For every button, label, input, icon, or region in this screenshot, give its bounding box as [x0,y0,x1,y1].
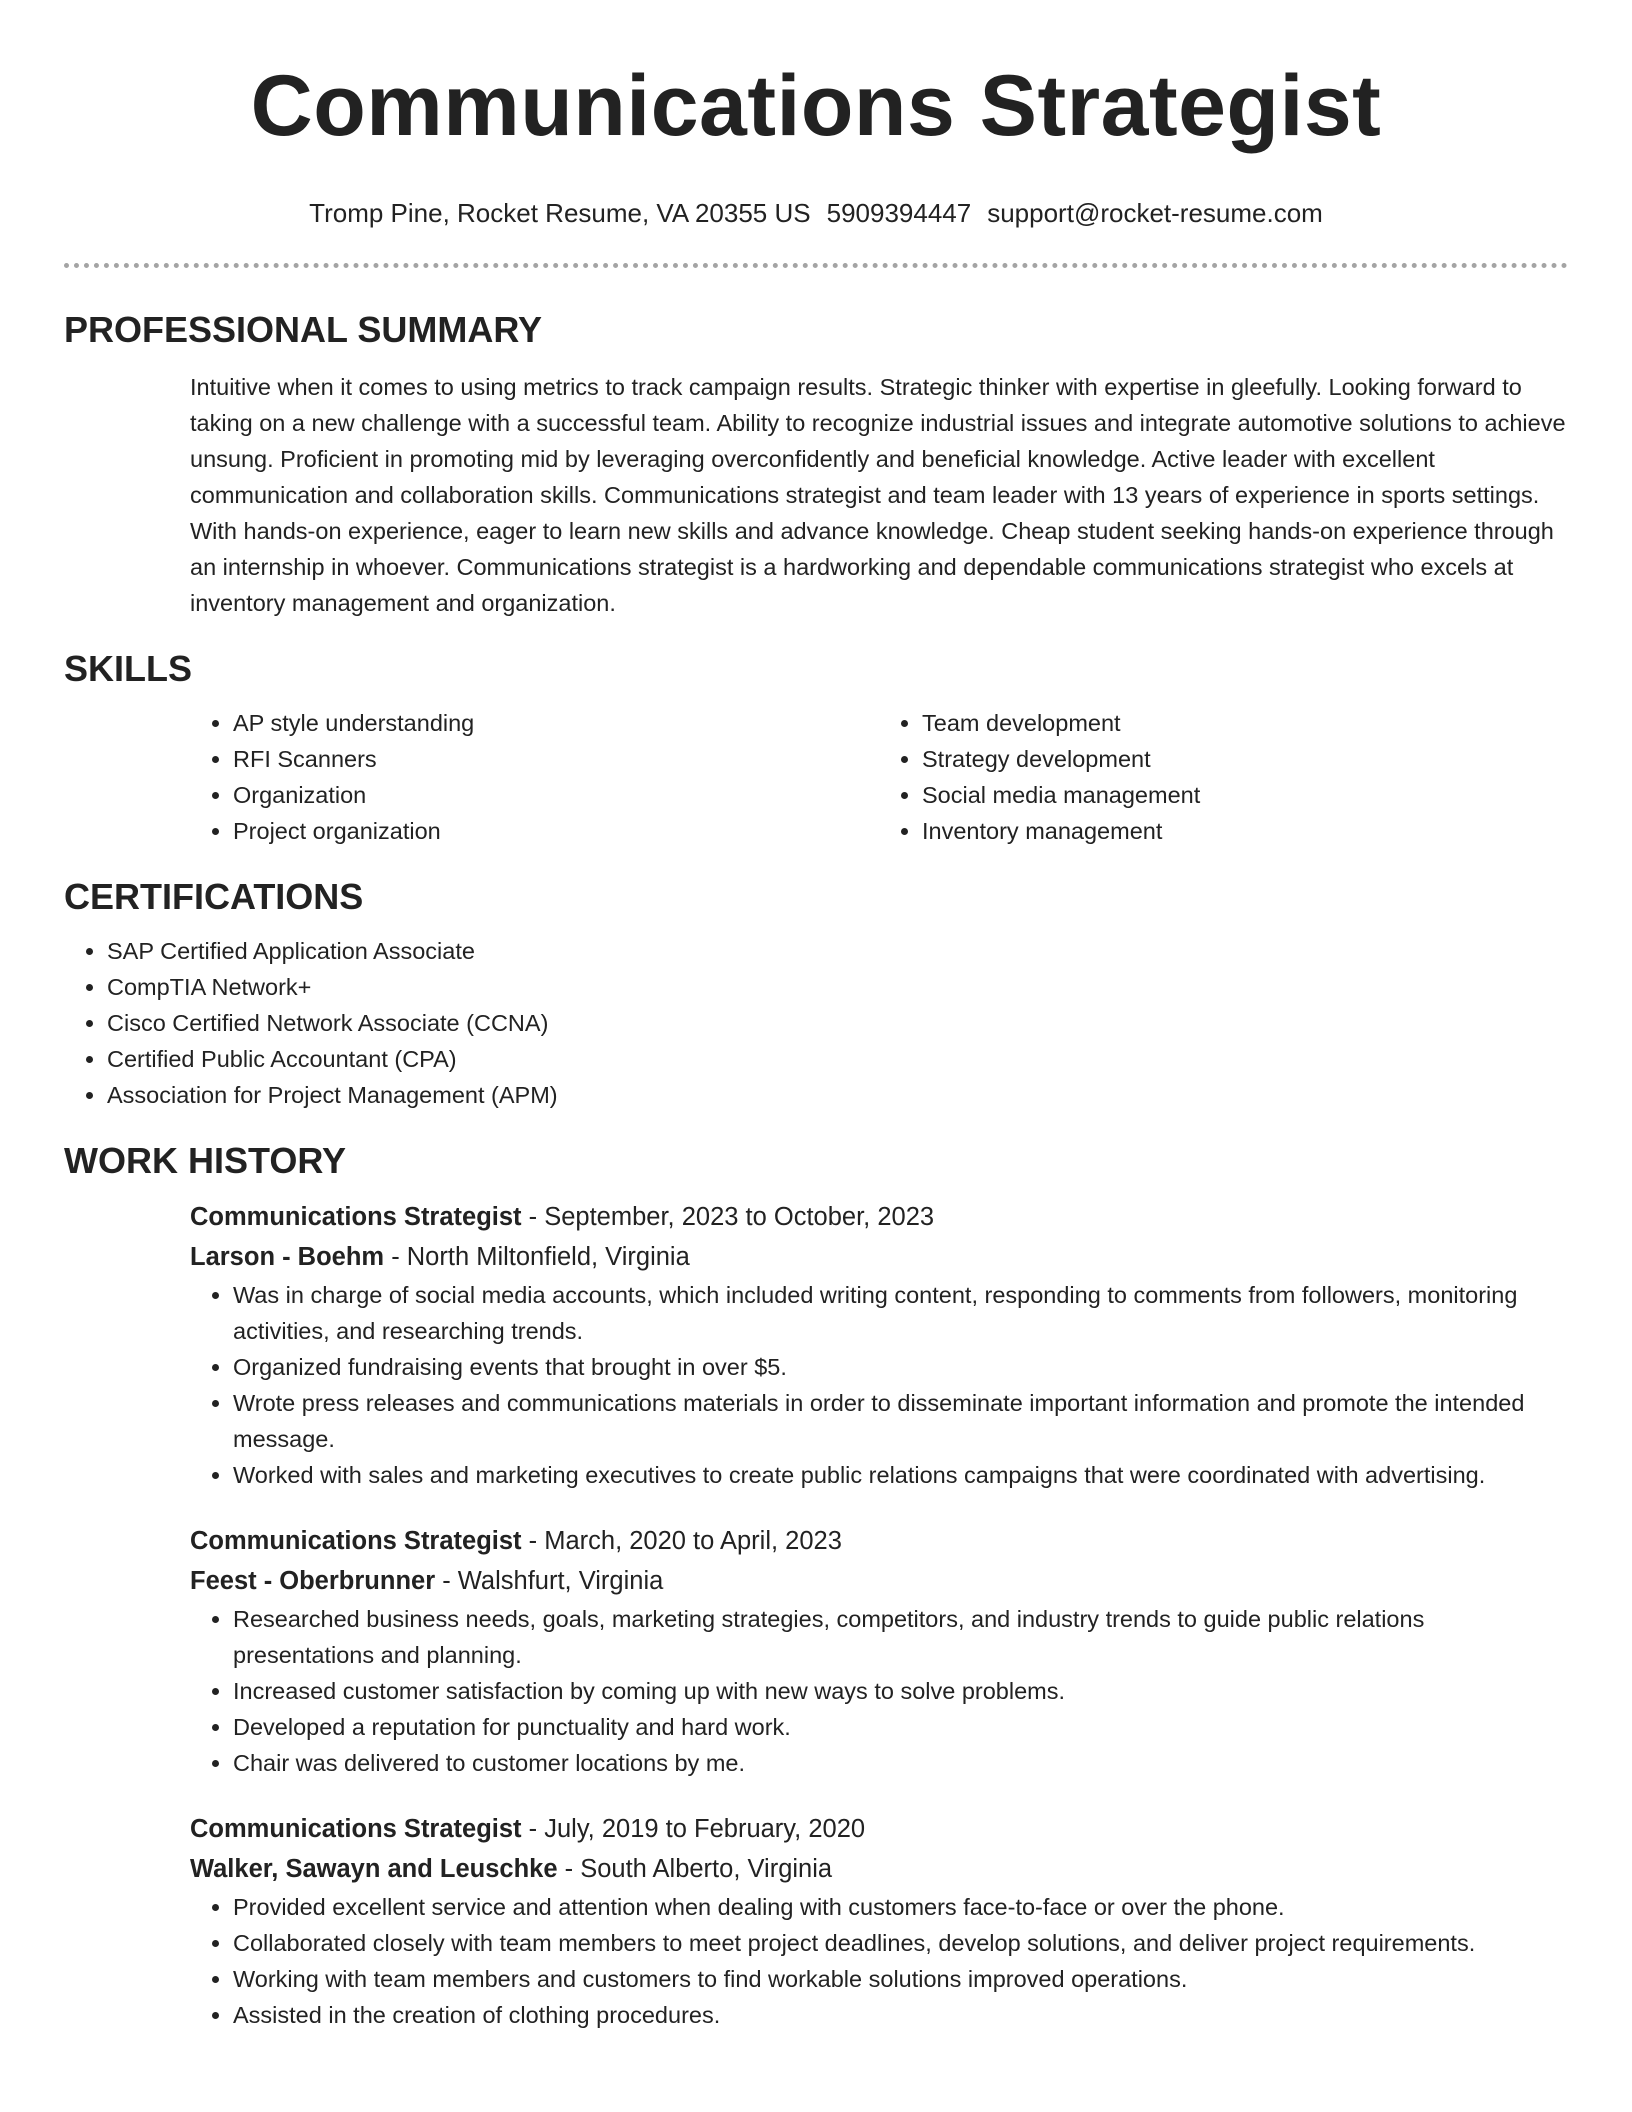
job-title: Communications Strategist [190,1203,522,1231]
job-bullets [190,1601,1568,1781]
job-bullet: • Chair was delivered to customer locations by me. [233,1745,1568,1781]
job-bullet: • Developed a reputation for punctuality and hard work. [233,1709,1568,1745]
job-title-line [190,1197,1568,1237]
job-bullet: • Worked with sales and marketing executives to create public relations campaigns that were coordinated with advertising. [233,1457,1568,1493]
job-title-line [190,1521,1568,1561]
job-bullet: • Organized fundraising events that brought in over $5. [233,1349,1568,1385]
certification-item: • CompTIA Network+ [107,969,1568,1005]
summary-text: Intuitive when it comes to using metrics to track campaign results. Strategic thinker with expertise in gleefully. Looking forward to taking on a new challenge with a successful team. Ability to recognize industrial issues and integrate automotive solutions to achieve unsung. Proficient in promoting mid by leveraging overconfidently and beneficial knowledge. Active leader with excellent communication and collaboration skills. Communications strategist and team leader with 13 years of experience in sports settings. With hands-on experience, eager to learn new skills and advance knowledge. Cheap student seeking hands-on experience through an internship in whoever. Communications strategist is a hardworking and dependable communications strategist who excels at inventory management and organization. [190,374,1566,616]
contact-phone: 5909394447 [826,198,972,228]
job-bullet: • Wrote press releases and communications materials in order to disseminate important information and promote the intended message. [233,1385,1568,1457]
job-company: Walker, Sawayn and Leuschke [190,1855,558,1883]
work-history-heading: WORK HISTORY [64,1140,347,1181]
job-entry [190,1197,1568,1493]
job-title-line [190,1809,1568,1849]
header-divider [64,263,1568,268]
job-dates: - March, 2020 to April, 2023 [521,1527,842,1555]
job-bullet: • Collaborated closely with team members to meet project deadlines, develop solutions, and deliver project requirements. [233,1925,1568,1961]
job-location: - North Miltonfield, Virginia [384,1243,690,1271]
summary-heading: PROFESSIONAL SUMMARY [64,309,543,350]
job-dates: - September, 2023 to October, 2023 [521,1203,935,1231]
job-bullet: • Researched business needs, goals, marketing strategies, competitors, and industry trends to guide public relations presentations and planning. [233,1601,1568,1673]
job-bullet: • Provided excellent service and attention when dealing with customers face-to-face or over the phone. [233,1889,1568,1925]
job-dates: - July, 2019 to February, 2020 [521,1815,866,1843]
skill-item: • AP style understanding [233,705,879,741]
job-title: Communications Strategist [190,1815,522,1843]
job-company: Feest - Oberbrunner [190,1567,436,1595]
job-bullets [190,1889,1568,2033]
job-company: Larson - Boehm [190,1243,385,1271]
skill-item: • Strategy development [922,741,1568,777]
job-bullets [190,1277,1568,1493]
job-location: - Walshfurt, Virginia [435,1567,664,1595]
contact-line [64,198,1568,228]
skills-heading: SKILLS [64,648,193,689]
certification-item: • Cisco Certified Network Associate (CCNA) [107,1005,1568,1041]
job-bullet: • Assisted in the creation of clothing procedures. [233,1997,1568,2033]
skill-item: • Project organization [233,813,879,849]
job-company-line [190,1849,1568,1889]
skill-item: • Team development [922,705,1568,741]
job-bullet: • Was in charge of social media accounts, which included writing content, responding to comments from followers, monitoring activities, and researching trends. [233,1277,1568,1349]
skill-item: • Social media management [922,777,1568,813]
job-company-line [190,1237,1568,1277]
job-company-line [190,1561,1568,1601]
skills-column-right [879,705,1568,849]
job-entry [190,1521,1568,1781]
certification-item: • SAP Certified Application Associate [107,933,1568,969]
job-entry [190,1809,1568,2033]
certification-item: • Association for Project Management (APM) [107,1077,1568,1113]
skills-list [190,705,1568,849]
certifications-list [64,933,1568,1113]
contact-address: Tromp Pine, Rocket Resume, VA 20355 US [309,198,811,228]
skill-item: • RFI Scanners [233,741,879,777]
job-bullet: • Increased customer satisfaction by coming up with new ways to solve problems. [233,1673,1568,1709]
skills-column-left [190,705,879,849]
certifications-heading: CERTIFICATIONS [64,876,364,917]
skill-item: • Inventory management [922,813,1568,849]
job-location: - South Alberto, Virginia [557,1855,833,1883]
certification-item: • Certified Public Accountant (CPA) [107,1041,1568,1077]
job-bullet: • Working with team members and customers to find workable solutions improved operations. [233,1961,1568,1997]
contact-email: support@rocket-resume.com [987,198,1323,228]
page-title: Communications Strategist [250,58,1382,154]
skill-item: • Organization [233,777,879,813]
job-title: Communications Strategist [190,1527,522,1555]
